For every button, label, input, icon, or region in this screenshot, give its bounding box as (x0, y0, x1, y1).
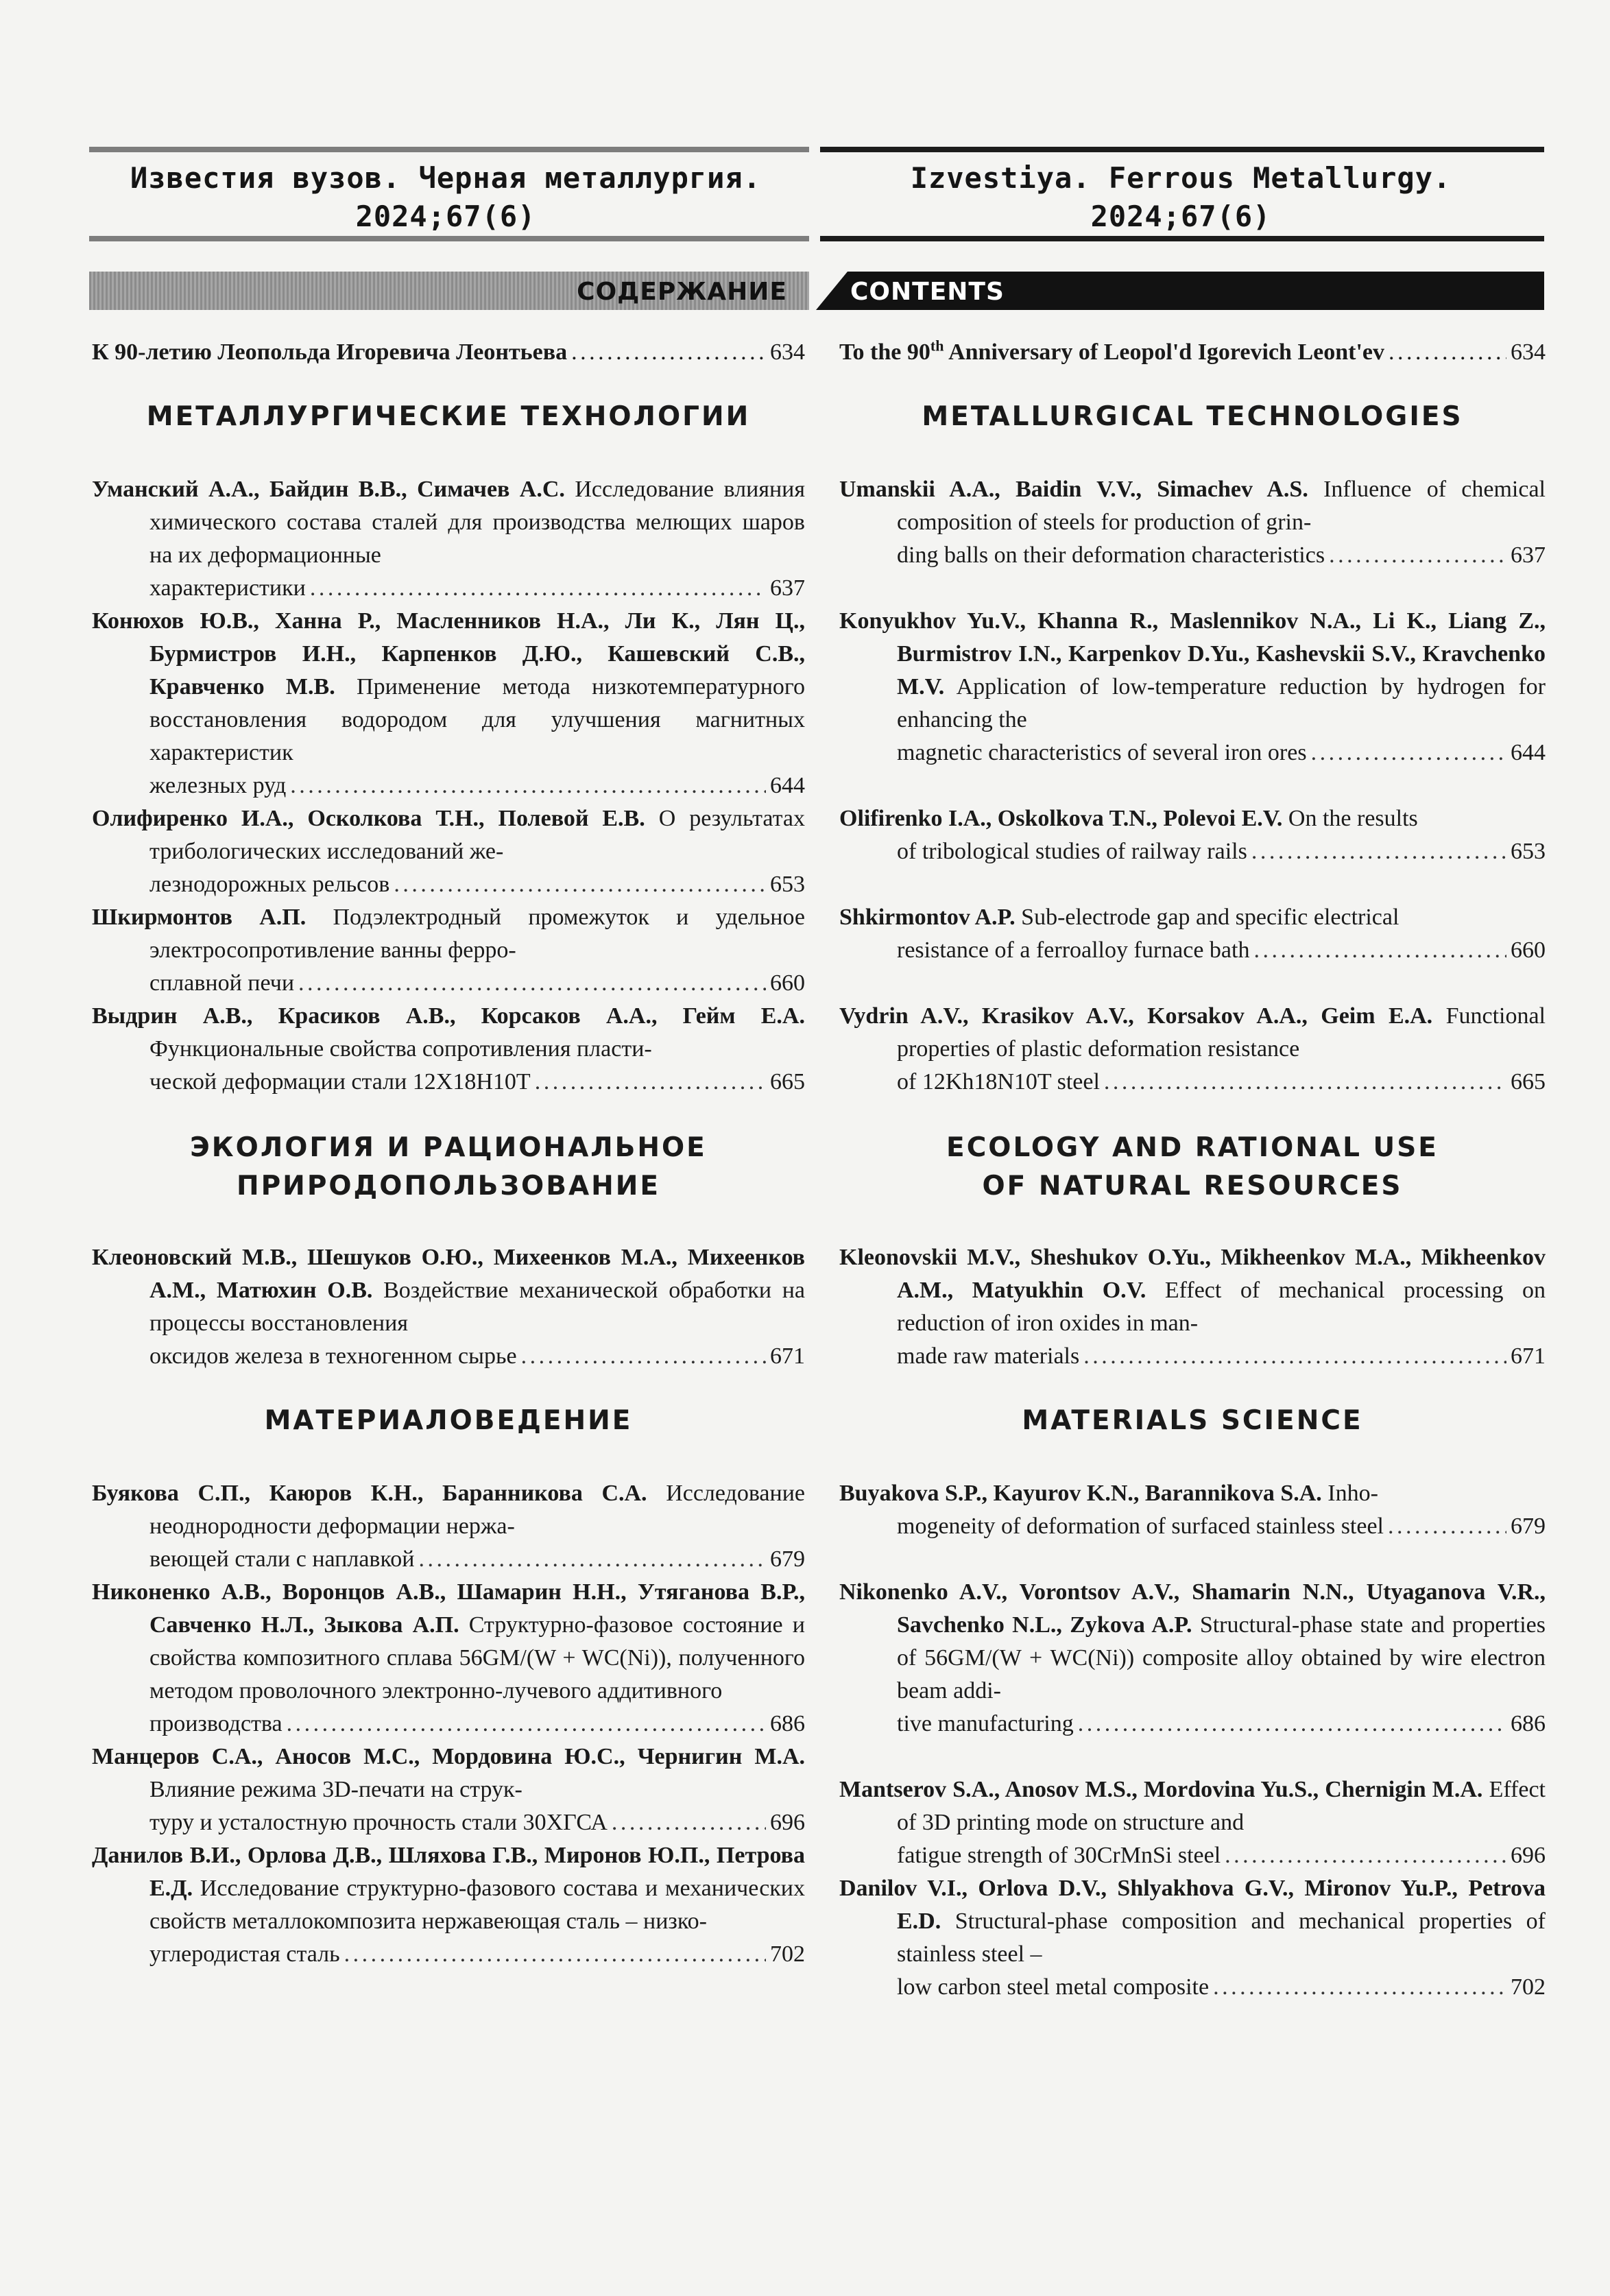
toc-authors: Nikonenko A.V., Vorontsov A.V., Shamarin N.N., Utyaganova V.R., Savchenko N.L., Zykova A.P. (839, 1579, 1546, 1638)
leader-dots (418, 1543, 766, 1576)
toc-page-number: 679 (770, 1546, 805, 1572)
leader-dots (1225, 1839, 1506, 1872)
toc-authors: Данилов В.И., Орлова Д.В., Шляхова Г.В., Миронов Ю.П., Петрова Е.Д. (92, 1843, 805, 1901)
toc-page-number: 653 (770, 872, 805, 897)
header-ru-title-line2: 2024;67(6) (355, 200, 536, 233)
toc-entry (839, 605, 1546, 769)
toc-page-number: 644 (1511, 740, 1546, 765)
toc-anniversary-en (839, 336, 1546, 369)
toc-authors: Kleonovskii M.V., Sheshukov O.Yu., Mikheenkov M.A., Mikheenkov A.M., Matyukhin O.V. (839, 1245, 1546, 1303)
leader-dots (1104, 1066, 1506, 1099)
toc-entry (92, 1477, 805, 1576)
toc-authors: Буякова С.П., Каюров К.Н., Баранникова С.А. (92, 1481, 647, 1506)
toc-page-number: 702 (1511, 1974, 1546, 2000)
toc-page-number: 665 (770, 1069, 805, 1095)
leader-dots (1083, 1340, 1506, 1373)
toc-title-end: туру и усталостную прочность стали 30ХГСА (149, 1810, 608, 1835)
toc-authors: Umanskii A.A., Baidin V.V., Simachev A.S. (839, 477, 1308, 502)
toc-page-number: 660 (1511, 937, 1546, 963)
toc-entry (92, 1576, 805, 1741)
toc-entry (92, 473, 805, 605)
section-heading-metallurgy-en: METALLURGICAL TECHNOLOGIES (922, 401, 1463, 432)
toc-page-number: 634 (1511, 339, 1546, 365)
leader-dots (1253, 934, 1506, 967)
leader-dots (290, 769, 766, 802)
header-ru-title-line1: Известия вузов. Черная металлургия. (130, 161, 761, 195)
toc-page-number: 634 (770, 339, 805, 365)
section-heading-line: ЭКОЛОГИЯ И РАЦИОНАЛЬНОЕ (190, 1132, 707, 1163)
header-bottom-rule-left (89, 236, 809, 241)
toc-entry (92, 802, 805, 901)
toc-title: On the results (1288, 806, 1418, 831)
toc-title: Исследование структурно-фазового состава и механических свойств металлокомпозита нержавеющая сталь – низко- (149, 1876, 805, 1934)
leader-dots (298, 967, 766, 1000)
section-heading-ecology-ru (92, 1129, 805, 1206)
leader-dots (1329, 539, 1506, 572)
toc-title: Влияние режима 3D-печати на струк- (149, 1777, 522, 1802)
leader-dots (535, 1066, 766, 1099)
contents-column-en (839, 336, 1546, 2004)
section-heading-line: ECOLOGY AND RATIONAL USE (946, 1132, 1439, 1163)
toc-authors: Shkirmontov A.P. (839, 905, 1016, 930)
toc-authors: Клеоновский М.В., Шешуков О.Ю., Михеенков М.А., Михеенков А.М., Матюхин О.В. (92, 1245, 805, 1303)
header-en-title (838, 159, 1524, 236)
leader-dots (571, 336, 766, 369)
toc-page-number: 696 (1511, 1843, 1546, 1868)
toc-authors: Манцеров С.А., Аносов М.С., Мордовина Ю.С., Чернигин М.А. (92, 1744, 805, 1769)
toc-title-end: mogeneity of deformation of surfaced stainless steel (897, 1514, 1384, 1539)
toc-entry (92, 1000, 805, 1099)
toc-authors: Vydrin A.V., Krasikov A.V., Korsakov A.A., Geim E.A. (839, 1003, 1433, 1029)
toc-page-number: 671 (770, 1343, 805, 1369)
toc-entry (92, 1839, 805, 1971)
toc-page-number: 686 (770, 1711, 805, 1736)
toc-title: Influence of chemical composition of steels for production of grin- (897, 477, 1546, 535)
toc-title-end: производства (149, 1711, 283, 1736)
toc-title-end: resistance of a ferroalloy furnace bath (897, 937, 1250, 963)
toc-entry (839, 1773, 1546, 1872)
toc-entry (92, 1741, 805, 1839)
toc-title-end: лезнодорожных рельсов (149, 872, 390, 897)
toc-title: Effect of 3D printing mode on structure and (897, 1777, 1546, 1835)
toc-authors: Уманский А.А., Байдин В.В., Симачев А.С. (92, 477, 565, 502)
leader-dots (1311, 737, 1506, 769)
toc-title: Structural-phase composition and mechanical properties of stainless steel – (897, 1909, 1546, 1967)
header-ru-title (103, 159, 789, 236)
leader-dots (1213, 1971, 1506, 2004)
toc-page-number: 696 (770, 1810, 805, 1835)
toc-entry (92, 605, 805, 802)
header-top-rule-right (820, 147, 1544, 152)
toc-entry (839, 1576, 1546, 1741)
toc-title: Sub-electrode gap and specific electrical (1021, 905, 1399, 930)
toc-page-number: 679 (1511, 1514, 1546, 1539)
leader-dots (394, 868, 766, 901)
toc-anniversary-text: К 90-летию Леопольда Игоревича Леонтьева (92, 339, 568, 365)
leader-dots (521, 1340, 766, 1373)
toc-entry (839, 1000, 1546, 1099)
header-top-rule-left (89, 147, 809, 152)
toc-entry (839, 1241, 1546, 1373)
toc-title: Effect of mechanical processing on reduction of iron oxides in man- (897, 1278, 1546, 1336)
toc-title-end: tive manufacturing (897, 1711, 1074, 1736)
toc-page-number: 653 (1511, 839, 1546, 864)
toc-entry (839, 1477, 1546, 1543)
toc-title-end: fatigue strength of 30CrMnSi steel (897, 1843, 1221, 1868)
section-heading-line: ПРИРОДОПОЛЬЗОВАНИЕ (236, 1171, 661, 1201)
leader-dots (1251, 835, 1506, 868)
toc-entry (92, 901, 805, 1000)
toc-title-end: of 12Kh18N10T steel (897, 1069, 1100, 1095)
toc-title-end: ding balls on their deformation characteristics (897, 542, 1325, 568)
header-en-title-line1: Izvestiya. Ferrous Metallurgy. (910, 161, 1452, 195)
leader-dots (310, 572, 766, 605)
toc-title-end: of tribological studies of railway rails (897, 839, 1247, 864)
toc-page-number: 671 (1511, 1343, 1546, 1369)
leader-dots (1078, 1708, 1506, 1741)
toc-title-end: low carbon steel metal composite (897, 1974, 1210, 2000)
contents-label-ru: СОДЕРЖАНИЕ (577, 278, 787, 306)
toc-authors: Олифиренко И.А., Осколкова Т.Н., Полевой Е.В. (92, 806, 645, 831)
toc-entry (839, 901, 1546, 967)
toc-page-number: 644 (770, 773, 805, 798)
toc-title-end: made raw materials (897, 1343, 1080, 1369)
toc-entry (839, 1872, 1546, 2004)
contents-column-ru (92, 336, 805, 1971)
toc-title: Подэлектродный промежуток и удельное электросопротивление ванны ферро- (149, 905, 805, 963)
toc-title: Функциональные свойства сопротивления пласти- (149, 1036, 652, 1062)
toc-authors: Выдрин А.В., Красиков А.В., Корсаков А.А., Гейм Е.А. (92, 1003, 805, 1029)
toc-title-end: углеродистая сталь (149, 1941, 340, 1967)
toc-title-end: сплавной печи (149, 970, 295, 996)
toc-entry (839, 802, 1546, 868)
toc-title: Исследование влияния химического состава сталей для производства мелющих шаров на их деформационные (149, 477, 805, 568)
section-heading-line: OF NATURAL RESOURCES (982, 1171, 1403, 1201)
toc-title-end: характеристики (149, 575, 306, 601)
section-heading-ecology-en (839, 1129, 1546, 1206)
toc-page-number: 660 (770, 970, 805, 996)
leader-dots (612, 1806, 766, 1839)
toc-authors: Конюхов Ю.В., Ханна Р., Масленников Н.А., Ли К., Лян Ц., Бурмистров И.Н., Карпенков Д.Ю., Кашевский С.В., Кравченко М.В. (92, 608, 805, 699)
toc-authors: Danilov V.I., Orlova D.V., Shlyakhova G.V., Mironov Yu.P., Petrova E.D. (839, 1876, 1546, 1934)
toc-title: Воздействие механической обработки на процессы восстановления (149, 1278, 805, 1336)
toc-title: Структурно-фазовое состояние и свойства композитного сплава 56GM/(W + WC(Ni)), полученного методом проволочного электронно-лучевого аддитивного (149, 1612, 806, 1703)
toc-page-number: 665 (1511, 1069, 1546, 1095)
leader-dots (344, 1938, 766, 1971)
section-heading-materials-en: MATERIALS SCIENCE (1022, 1405, 1363, 1436)
toc-title-end: оксидов железа в техногенном сырье (149, 1343, 517, 1369)
header-bottom-rule-right (820, 236, 1544, 241)
toc-title-end: magnetic characteristics of several iron ores (897, 740, 1307, 765)
leader-dots (1388, 1510, 1506, 1543)
toc-title: Structural-phase state and properties of 56GM/(W + WC(Ni)) composite alloy obtained by wire electron beam addi- (897, 1612, 1546, 1703)
header-en-title-line2: 2024;67(6) (1090, 200, 1271, 233)
toc-page-number: 702 (770, 1941, 805, 1967)
toc-page-number: 637 (1511, 542, 1546, 568)
toc-authors: Buyakova S.P., Kayurov K.N., Barannikova S.A. (839, 1481, 1322, 1506)
toc-title-end: веющей стали с наплавкой (149, 1546, 415, 1572)
section-heading-materials-ru: МАТЕРИАЛОВЕДЕНИЕ (264, 1405, 633, 1436)
toc-title: Inho- (1327, 1481, 1378, 1506)
toc-title-end: железных руд (149, 773, 287, 798)
toc-anniversary-ru (92, 336, 805, 369)
leader-dots (1389, 336, 1506, 369)
toc-title-end: ческой деформации стали 12Х18Н10Т (149, 1069, 531, 1095)
toc-page-number: 686 (1511, 1711, 1546, 1736)
leader-dots (287, 1708, 766, 1741)
toc-authors: Никоненко А.В., Воронцов А.В., Шамарин Н.Н., Утяганова В.Р., Савченко Н.Л., Зыкова А.П. (92, 1579, 805, 1638)
section-heading-metallurgy-ru: МЕТАЛЛУРГИЧЕСКИЕ ТЕХНОЛОГИИ (146, 401, 751, 432)
toc-title: О результатах трибологических исследований же- (149, 806, 805, 864)
toc-title: Применение метода низкотемпературного восстановления водородом для улучшения магнитных характеристик (149, 674, 805, 765)
toc-authors: Шкирмонтов А.П. (92, 905, 307, 930)
toc-page-number: 637 (770, 575, 805, 601)
toc-title: Application of low-temperature reduction by hydrogen for enhancing the (897, 674, 1546, 732)
toc-authors: Mantserov S.A., Anosov M.S., Mordovina Yu.S., Chernigin M.A. (839, 1777, 1483, 1802)
toc-anniversary-text: To the 90th Anniversary of Leopol'd Igorevich Leont'ev (839, 337, 1384, 365)
toc-title: Functional properties of plastic deformation resistance (897, 1003, 1546, 1062)
toc-authors: Konyukhov Yu.V., Khanna R., Maslennikov N.A., Li K., Liang Z., Burmistrov I.N., Karpenkov D.Yu., Kashevskii S.V., Kravchenko M.V. (839, 608, 1546, 699)
toc-title: Исследование неоднородности деформации нержа- (149, 1481, 806, 1539)
toc-entry (839, 473, 1546, 572)
contents-label-en: CONTENTS (850, 278, 1005, 306)
toc-entry (92, 1241, 805, 1373)
toc-authors: Olifirenko I.A., Oskolkova T.N., Polevoi E.V. (839, 806, 1283, 831)
